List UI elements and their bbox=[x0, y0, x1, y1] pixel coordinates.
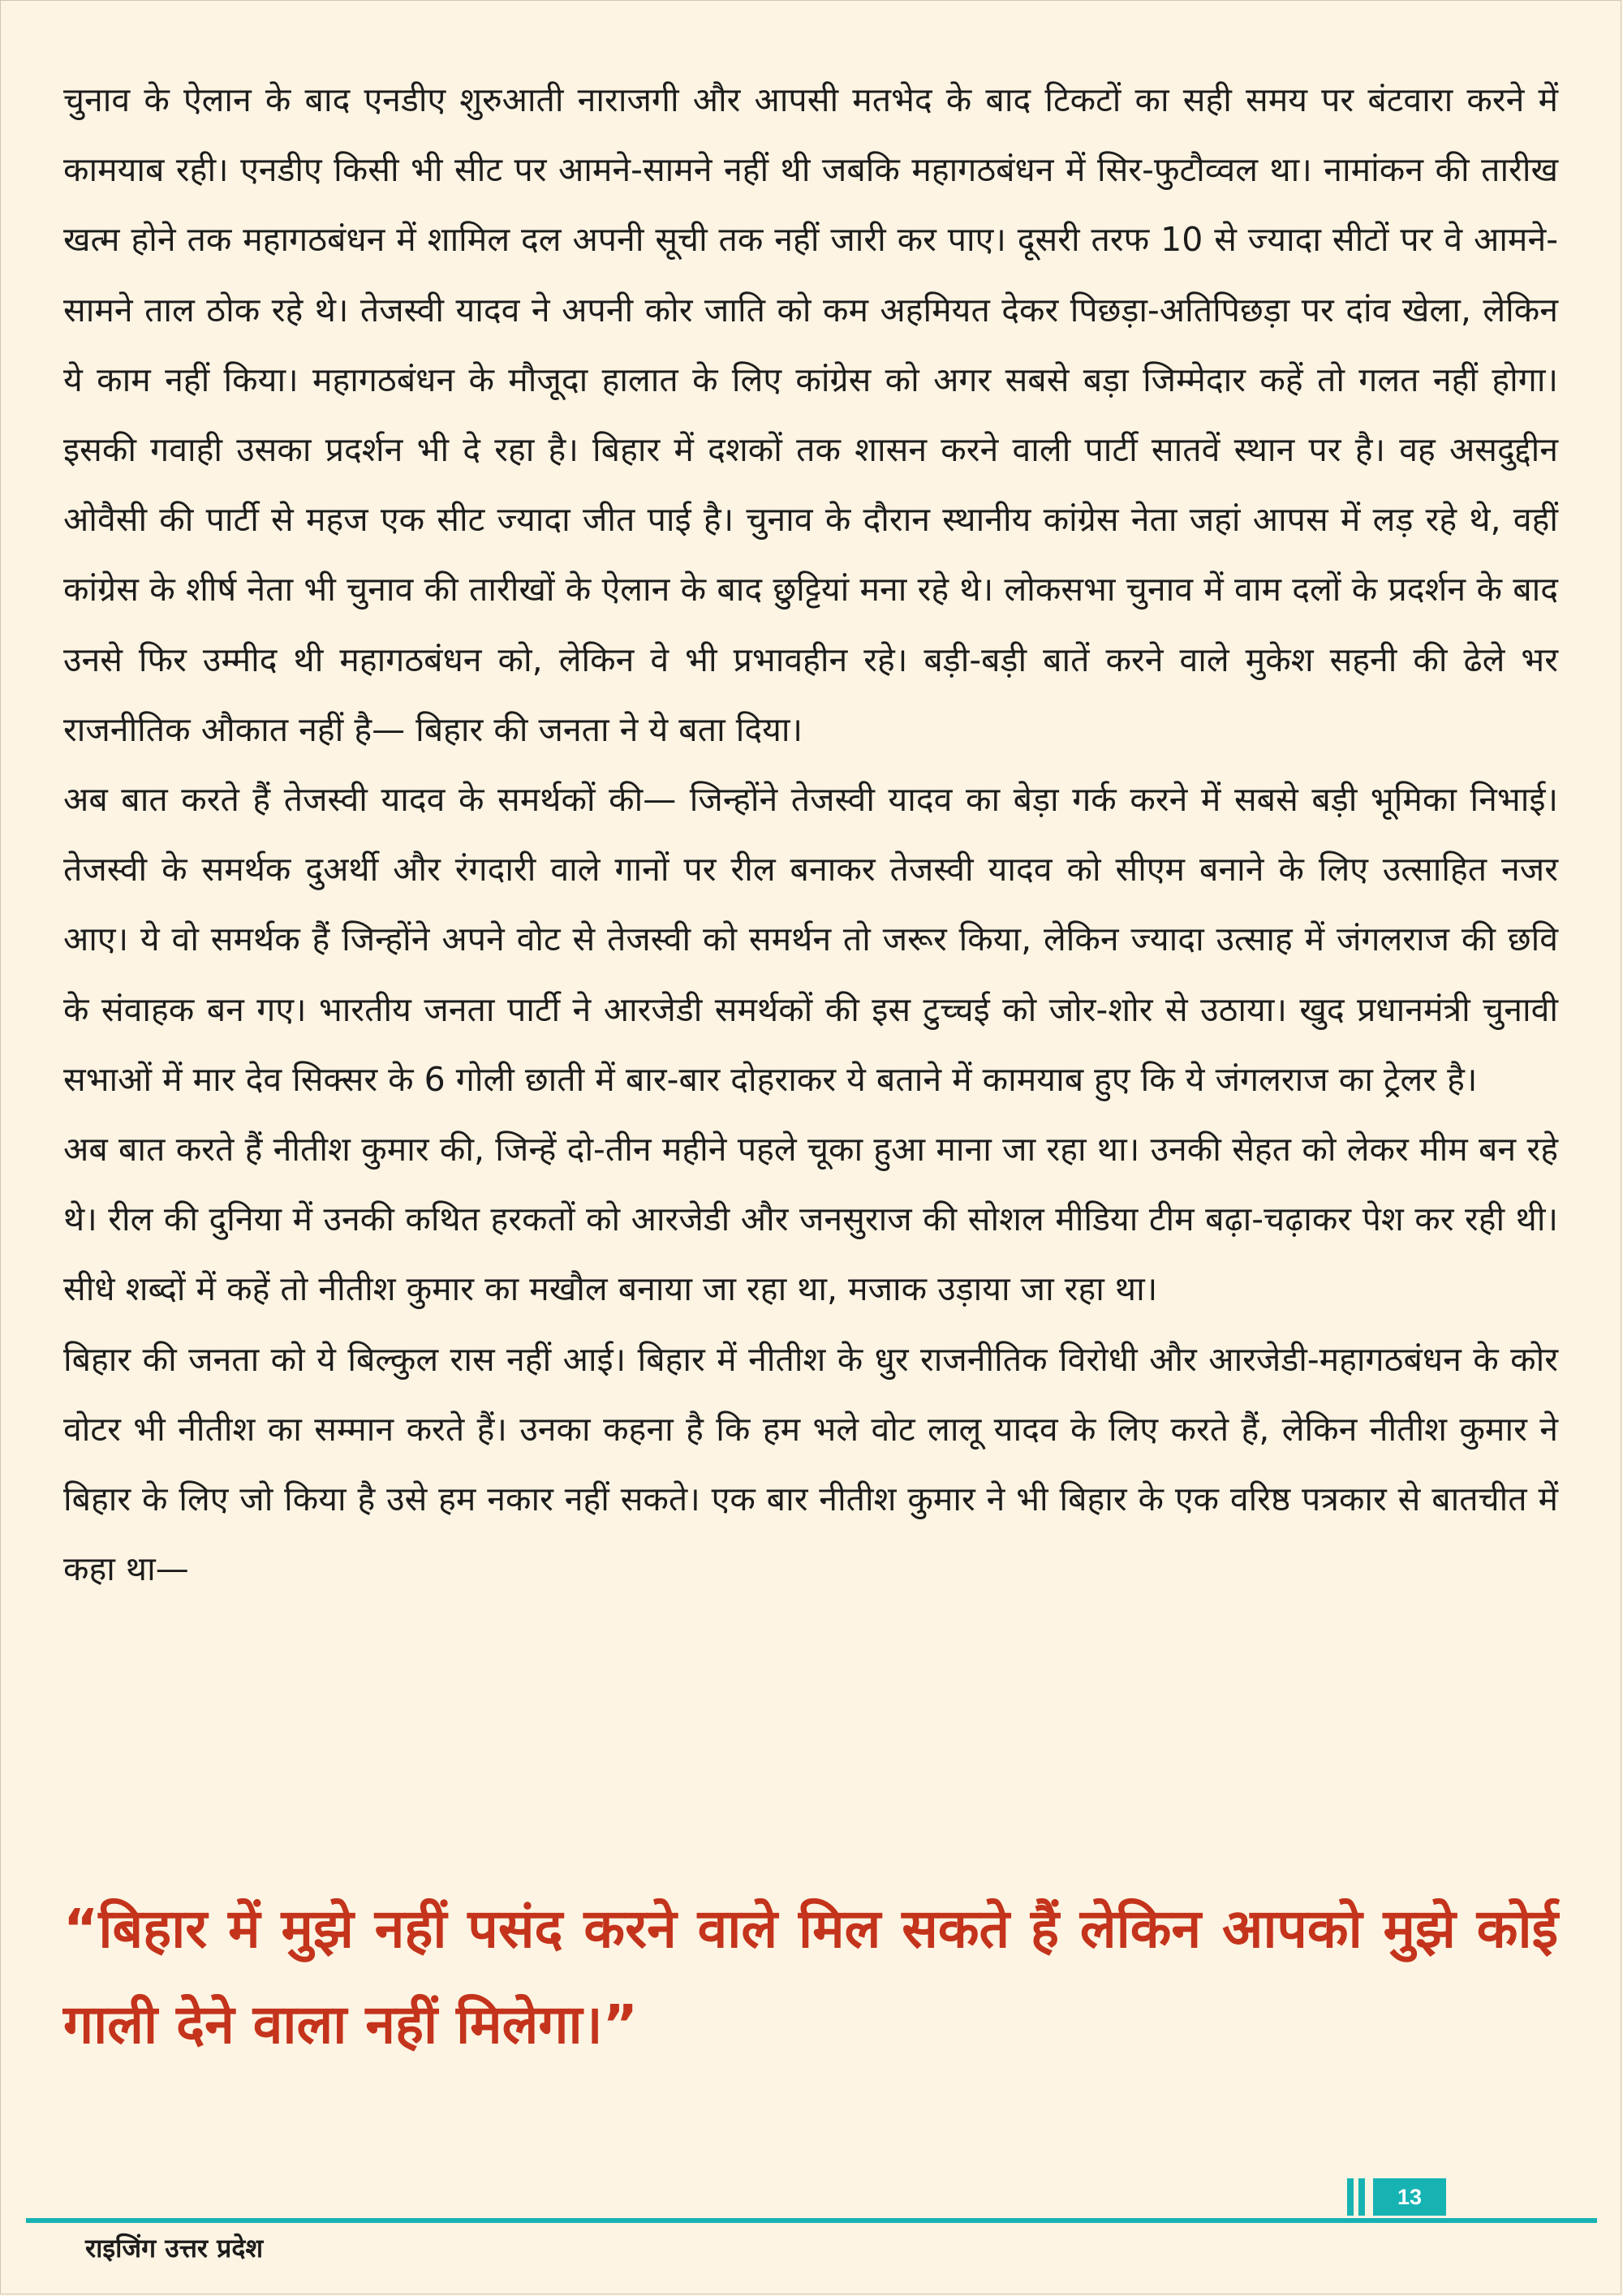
footer-rule bbox=[26, 2218, 1597, 2223]
paragraph-1: चुनाव के ऐलान के बाद एनडीए शुरुआती नाराजगी और आपसी मतभेद के बाद टिकटों का सही समय पर बंटवारा करने में कामयाब रही। एनडीए किसी भी सीट पर आमने-सामने नहीं थी जबकि महागठबंधन में सिर-फुटौव्वल था। नामांकन की तारीख खत्म होने तक महागठबंधन में शामिल दल अपनी सूची तक नहीं जारी कर पाए। दूसरी तरफ 10 से ज्यादा सीटों पर वे आमने-सामने ताल ठोक रहे थे। तेजस्वी यादव ने अपनी कोर जाति को कम अहमियत देकर पिछड़ा-अतिपिछड़ा पर दांव खेला, लेकिन ये काम नहीं किया। महागठबंधन के मौजूदा हालात के लिए कांग्रेस को अगर सबसे बड़ा जिम्मेदार कहें तो गलत नहीं होगा। इसकी गवाही उसका प्रदर्शन भी दे रहा है। बिहार में दशकों तक शासन करने वाली पार्टी सातवें स्थान पर है। वह असदुद्दीन ओवैसी की पार्टी से महज एक सीट ज्यादा जीत पाई है। चुनाव के दौरान स्थानीय कांग्रेस नेता जहां आपस में लड़ रहे थे, वहीं कांग्रेस के शीर्ष नेता भी चुनाव की तारीखों के ऐलान के बाद छुट्टियां मना रहे थे। लोकसभा चुनाव में वाम दलों के प्रदर्शन के बाद उनसे फिर उम्मीद थी महागठबंधन को, लेकिन वे भी प्रभावहीन रहे। बड़ी-बड़ी बातें करने वाले मुकेश सहनी की ढेले भर राजनीतिक औकात नहीं है— बिहार की जनता ने ये बता दिया। bbox=[63, 80, 1558, 749]
publication-name: राइजिंग उत्तर प्रदेश bbox=[85, 2233, 264, 2264]
decorative-bar bbox=[1347, 2178, 1354, 2216]
decorative-bar bbox=[1358, 2178, 1365, 2216]
pull-quote-text: “बिहार में मुझे नहीं पसंद करने वाले मिल सकते हैं लेकिन आपको मुझे कोई गाली देने वाला नहीं मिलेगा।” bbox=[63, 1898, 1558, 2056]
paragraph-4: बिहार की जनता को ये बिल्कुल रास नहीं आई। बिहार में नीतीश के धुर राजनीतिक विरोधी और आरजेडी-महागठबंधन के कोर वोटर भी नीतीश का सम्मान करते हैं। उनका कहना है कि हम भले वोट लालू यादव के लिए करते हैं, लेकिन नीतीश कुमार ने बिहार के लिए जो किया है उसे हम नकार नहीं सकते। एक बार नीतीश कुमार ने भी बिहार के एक वरिष्ठ पत्रकार से बातचीत में कहा था— bbox=[63, 1339, 1558, 1589]
page-number-block bbox=[1347, 2178, 1446, 2216]
article-body bbox=[63, 65, 1558, 1604]
paragraph-3: अब बात करते हैं नीतीश कुमार की, जिन्हें दो-तीन महीने पहले चूका हुआ माना जा रहा था। उनकी सेहत को लेकर मीम बन रहे थे। रील की दुनिया में उनकी कथित हरकतों को आरजेडी और जनसुराज की सोशल मीडिया टीम बढ़ा-चढ़ाकर पेश कर रही थी। सीधे शब्दों में कहें तो नीतीश कुमार का मखौल बनाया जा रहा था, मजाक उड़ाया जा रहा था। bbox=[63, 1130, 1558, 1309]
page-number: 13 bbox=[1373, 2178, 1446, 2216]
paragraph-2: अब बात करते हैं तेजस्वी यादव के समर्थकों की— जिन्होंने तेजस्वी यादव का बेड़ा गर्क करने में सबसे बड़ी भूमिका निभाई। तेजस्वी के समर्थक दुअर्थी और रंगदारी वाले गानों पर रील बनाकर तेजस्वी यादव को सीएम बनाने के लिए उत्साहित नजर आए। ये वो समर्थक हैं जिन्होंने अपने वोट से तेजस्वी को समर्थन तो जरूर किया, लेकिन ज्यादा उत्साह में जंगलराज की छवि के संवाहक बन गए। भारतीय जनता पार्टी ने आरजेडी समर्थकों की इस टुच्चई को जोर-शोर से उठाया। खुद प्रधानमंत्री चुनावी सभाओं में मार देव सिक्सर के 6 गोली छाती में बार-बार दोहराकर ये बताने में कामयाब हुए कि ये जंगलराज का ट्रेलर है। bbox=[63, 780, 1558, 1099]
pull-quote bbox=[63, 1881, 1558, 2073]
